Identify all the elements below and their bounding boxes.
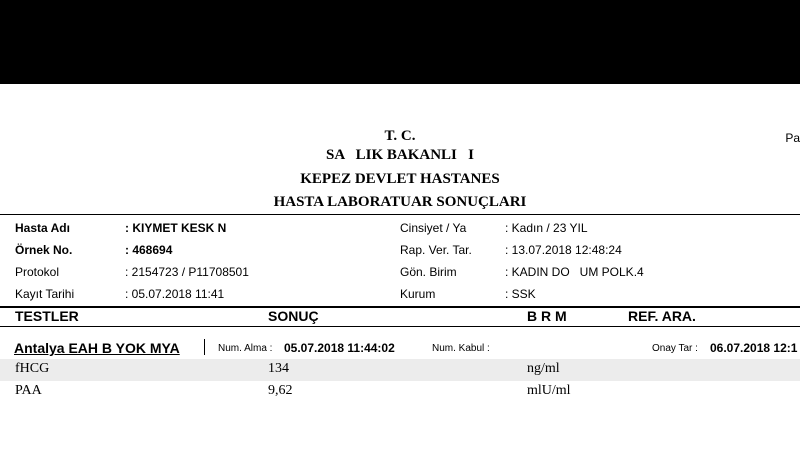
protocol-value: : 2154723 / P11708501 bbox=[125, 265, 249, 279]
col-result: SONUÇ bbox=[268, 308, 319, 324]
result-test-name: PAA bbox=[15, 383, 42, 398]
registration-date-value: : 05.07.2018 11:41 bbox=[125, 287, 225, 301]
redaction-bar bbox=[0, 0, 800, 84]
gender-age-value: : Kadın / 23 YIL bbox=[505, 221, 588, 235]
sending-unit-value: : KADIN DO UM POLK.4 bbox=[505, 265, 644, 279]
report-date-value: : 13.07.2018 12:48:24 bbox=[505, 243, 622, 257]
approve-label: Onay Tar : bbox=[652, 343, 698, 354]
institution-label: Kurum bbox=[400, 287, 436, 301]
col-tests: TESTLER bbox=[15, 308, 79, 324]
header-report-title: HASTA LABORATUAR SONUÇLARI bbox=[273, 194, 527, 210]
accept-label: Num. Alma : bbox=[218, 343, 273, 354]
header-ministry: SA LIK BAKANLI I bbox=[326, 147, 474, 163]
protocol-label: Protokol bbox=[15, 265, 60, 279]
result-value: 9,62 bbox=[268, 383, 293, 398]
gender-age-label: Cinsiyet / Ya bbox=[400, 221, 467, 235]
result-test-name: fHCG bbox=[15, 361, 50, 376]
col-unit: B R M bbox=[527, 308, 567, 324]
page-label-cut: Pa bbox=[785, 131, 800, 145]
sample-no-value: : 468694 bbox=[125, 243, 173, 257]
institution-value: : SSK bbox=[505, 287, 536, 301]
approve-value: 06.07.2018 12:1 bbox=[710, 341, 798, 355]
sample-no-label: Örnek No. bbox=[15, 243, 73, 257]
result-row-bg bbox=[0, 359, 800, 381]
lab-name: Antalya EAH B YOK MYA bbox=[14, 340, 180, 356]
result-unit: ng/ml bbox=[527, 361, 560, 376]
report-date-label: Rap. Ver. Tar. bbox=[400, 243, 472, 257]
patient-name-label: Hasta Adı bbox=[15, 221, 70, 235]
result-unit: mlU/ml bbox=[527, 383, 571, 398]
patient-name-value: : KIYMET KESK N bbox=[125, 221, 227, 235]
result-value: 134 bbox=[268, 361, 289, 376]
header-hospital: KEPEZ DEVLET HASTANES bbox=[300, 171, 500, 187]
col-reference: REF. ARA. bbox=[628, 308, 696, 324]
accept-value: 05.07.2018 11:44:02 bbox=[284, 341, 395, 355]
receive-label: Num. Kabul : bbox=[432, 343, 490, 354]
table-header-bottom-rule bbox=[0, 326, 800, 327]
header-line-1: T. C. bbox=[384, 128, 416, 144]
registration-date-label: Kayıt Tarihi bbox=[15, 287, 75, 301]
sending-unit-label: Gön. Birim bbox=[400, 265, 457, 279]
divider bbox=[0, 214, 800, 215]
lab-name-separator bbox=[204, 339, 205, 355]
